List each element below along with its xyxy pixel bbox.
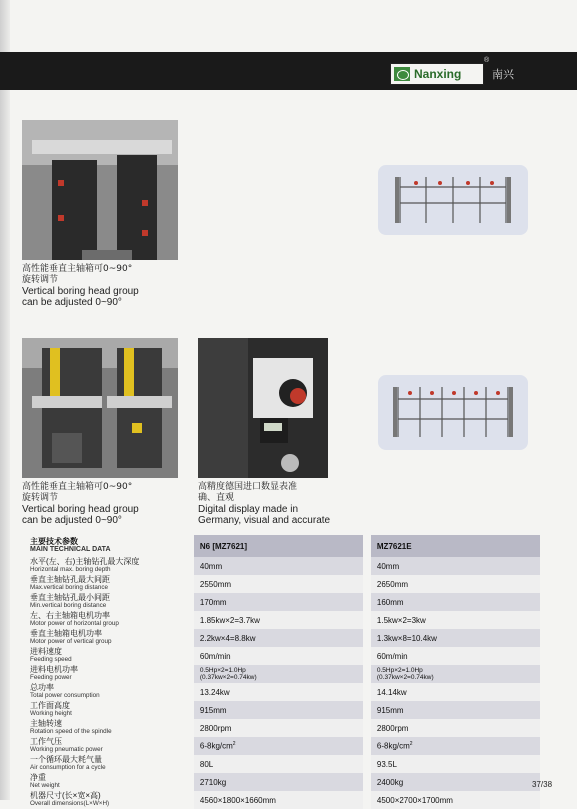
header-mz: MZ7621E: [371, 535, 540, 557]
photo-vertical-boring-head-1: [22, 120, 178, 260]
row-label: [30, 611, 194, 629]
row-label: [30, 755, 194, 773]
logo-mark-icon: [394, 67, 410, 81]
row-value-mz: [371, 647, 540, 665]
caption-1: [22, 264, 139, 308]
row-label-cn: 净重: [30, 772, 46, 782]
value-text: 2550mm: [199, 579, 232, 589]
row-label-cn: 进料电机功率: [30, 664, 78, 674]
caption-3-en-line2: Germany, visual and accurate: [198, 515, 331, 526]
row-value-mz: [371, 701, 540, 719]
row-value-mz: [371, 719, 540, 737]
row-label-en: Air consumption for a cycle: [30, 764, 106, 771]
row-label: [30, 683, 194, 701]
value-text: 60m/min: [199, 651, 231, 661]
column-gap: [363, 683, 371, 701]
caption-3-cn-line1: 高精度德国进口数显表准: [198, 482, 298, 492]
row-value-mz: [371, 665, 540, 683]
caption-3-cn-line2: 确、直观: [198, 493, 235, 503]
value-text: 915mm: [376, 705, 404, 715]
value-line2: (0.37kw×2=0.74kw): [199, 674, 257, 681]
value-text: 915mm: [199, 705, 227, 715]
row-label: [30, 665, 194, 683]
row-label-en: Net weight: [30, 782, 60, 789]
row-value-n6: [194, 683, 363, 701]
caption-1-cn-line2: 旋转调节: [22, 275, 59, 285]
brand-logo: [390, 63, 484, 85]
value-text: 6-8kg/cm: [199, 741, 233, 751]
value-text: 2.2kw×4=8.8kw: [199, 633, 256, 643]
row-value-mz: [371, 593, 540, 611]
brand-name: Nanxing: [414, 67, 462, 81]
row-value-n6: [194, 755, 363, 773]
column-gap: [363, 575, 371, 593]
table-row: [30, 557, 540, 575]
row-label-en: Motor power of horizontal group: [30, 620, 119, 627]
row-label-en: Max.vertical boring distance: [30, 584, 109, 591]
row-label-cn: 左、右主轴箱电机功率: [30, 610, 110, 620]
caption-2-cn-line1: 高性能垂直主轴箱可0~90°: [22, 482, 133, 492]
brand-cn-name: 南兴: [492, 68, 514, 81]
table-row: [30, 701, 540, 719]
caption-2-cn-line2: 旋转调节: [22, 493, 59, 503]
header-n6: N6 [MZ7621]: [194, 535, 363, 557]
row-label: [30, 593, 194, 611]
value-text: 4500×2700×1700mm: [376, 795, 453, 805]
caption-1-cn-line1: 高性能垂直主轴箱可0~90°: [22, 264, 133, 274]
registered-mark: ®: [484, 57, 490, 64]
row-label-en: Rotation speed of the spindle: [30, 728, 112, 735]
column-gap: [363, 611, 371, 629]
value-text: 2800rpm: [199, 723, 232, 733]
table-row: [30, 683, 540, 701]
row-label: [30, 701, 194, 719]
row-label-cn: 水平(左、右)主轴钻孔最大深度: [30, 556, 140, 566]
table-row: [30, 575, 540, 593]
page-number: 37/38: [532, 780, 553, 789]
row-value-n6: [194, 593, 363, 611]
table-row: [30, 719, 540, 737]
column-gap: [363, 719, 371, 737]
value-text: 2400kg: [376, 777, 404, 787]
row-label-cn: 一个循环最大耗气量: [30, 754, 102, 764]
technical-data-table: [30, 535, 540, 809]
page-binding-edge: [0, 0, 10, 800]
value-line2: (0.37kw×2=0.74kw): [376, 674, 434, 681]
photo-digital-display: [198, 338, 328, 478]
column-gap: [363, 557, 371, 575]
row-value-n6: [194, 665, 363, 683]
caption-1-en-line2: can be adjusted 0~90°: [22, 297, 122, 308]
spindle-layout-diagram-1: [378, 165, 528, 235]
row-label-cn: 工作气压: [30, 736, 62, 746]
column-gap: [363, 755, 371, 773]
column-gap: [363, 593, 371, 611]
row-label-en: Total power consumption: [30, 692, 100, 699]
row-label-en: Overall dimensions(L×W×H): [30, 800, 110, 807]
row-value-mz: [371, 791, 540, 809]
caption-3-en-line1: Digital display made in: [198, 504, 299, 515]
row-value-n6: [194, 701, 363, 719]
table-row: [30, 629, 540, 647]
row-label-en: Motor power of vertical group: [30, 638, 112, 645]
value-text: 1.5kw×2=3kw: [376, 615, 426, 625]
value-text: 80L: [199, 759, 214, 769]
row-value-n6: [194, 629, 363, 647]
row-value-mz: [371, 755, 540, 773]
row-label-cn: 工作面高度: [30, 700, 70, 710]
row-label-en: Feeding power: [30, 674, 72, 681]
row-value-n6: [194, 575, 363, 593]
value-text: 60m/min: [376, 651, 408, 661]
value-line1: 0.5Hp×2=1.0Hp: [199, 667, 246, 674]
row-label: [30, 791, 194, 809]
value-text: 2710kg: [199, 777, 227, 787]
column-gap: [363, 629, 371, 647]
value-text: 40mm: [199, 561, 223, 571]
row-label: [30, 737, 194, 755]
table-row: [30, 611, 540, 629]
row-label-en: Feeding speed: [30, 656, 72, 663]
caption-2-en-line1: Vertical boring head group: [22, 504, 139, 515]
value-text: 93.5L: [376, 759, 397, 769]
value-text: 1.85kw×2=3.7kw: [199, 615, 260, 625]
row-value-n6: [194, 647, 363, 665]
row-label-cn: 机器尺寸(长×宽×高): [30, 790, 101, 800]
row-value-mz: [371, 557, 540, 575]
row-label-cn: 垂直主轴箱电机功率: [30, 628, 102, 638]
row-value-n6: [194, 719, 363, 737]
column-gap: [363, 737, 371, 755]
value-text: 2800rpm: [376, 723, 409, 733]
table-row: [30, 647, 540, 665]
row-value-n6: [194, 737, 363, 755]
caption-3: [198, 482, 330, 526]
value-text: 2650mm: [376, 579, 409, 589]
value-text: 13.24kw: [199, 687, 230, 697]
row-value-mz: [371, 683, 540, 701]
table-row: [30, 773, 540, 791]
row-label-cn: 垂直主轴钻孔最小间距: [30, 592, 110, 602]
value-text: 14.14kw: [376, 687, 407, 697]
value-text: 170mm: [199, 597, 227, 607]
row-label-en: Working height: [30, 710, 72, 717]
row-label-en: Min.vertical boring distance: [30, 602, 107, 609]
photo-vertical-boring-head-2: [22, 338, 178, 478]
row-value-n6: [194, 773, 363, 791]
column-gap: [363, 701, 371, 719]
table-row: [30, 593, 540, 611]
value-text: 40mm: [376, 561, 400, 571]
spindle-layout-diagram-2: [378, 375, 528, 450]
value-text: 1.3kw×8=10.4kw: [376, 633, 437, 643]
table-row: [30, 737, 540, 755]
row-label: [30, 647, 194, 665]
row-label-en: Horizontal max. boring depth: [30, 566, 111, 573]
row-value-n6: [194, 791, 363, 809]
row-label-cn: 主轴转速: [30, 718, 62, 728]
caption-2: [22, 482, 139, 526]
row-value-mz: [371, 737, 540, 755]
superscript: 2: [409, 741, 413, 748]
row-label-cn: 垂直主轴钻孔最大间距: [30, 574, 110, 584]
header-band: [0, 52, 577, 90]
row-value-mz: [371, 611, 540, 629]
row-label: [30, 719, 194, 737]
row-label: [30, 557, 194, 575]
value-text: 160mm: [376, 597, 404, 607]
column-gap: [363, 773, 371, 791]
row-label: [30, 629, 194, 647]
row-label: [30, 773, 194, 791]
superscript: 2: [232, 741, 236, 748]
row-label-cn: 总功率: [30, 682, 54, 692]
column-gap: [363, 791, 371, 809]
caption-1-en-line1: Vertical boring head group: [22, 286, 139, 297]
row-label-cn: 进料速度: [30, 646, 62, 656]
value-text: 4560×1800×1660mm: [199, 795, 276, 805]
column-gap: [363, 665, 371, 683]
row-value-n6: [194, 557, 363, 575]
header-label: [30, 535, 194, 557]
caption-2-en-line2: can be adjusted 0~90°: [22, 515, 122, 526]
header-label-en: MAIN TECHNICAL DATA: [30, 546, 111, 553]
row-label-en: Working pneumatic power: [30, 746, 103, 753]
header-label-cn: 主要技术参数: [30, 536, 78, 546]
column-gap: [363, 535, 371, 557]
row-value-n6: [194, 611, 363, 629]
table-row: [30, 791, 540, 809]
table-header-row: [30, 535, 540, 557]
value-text: 6-8kg/cm: [376, 741, 410, 751]
table-row: [30, 755, 540, 773]
value-line1: 0.5Hp×2=1.0Hp: [376, 667, 423, 674]
column-gap: [363, 647, 371, 665]
row-label: [30, 575, 194, 593]
table-row: [30, 665, 540, 683]
row-value-mz: [371, 629, 540, 647]
row-value-mz: [371, 773, 540, 791]
row-value-mz: [371, 575, 540, 593]
